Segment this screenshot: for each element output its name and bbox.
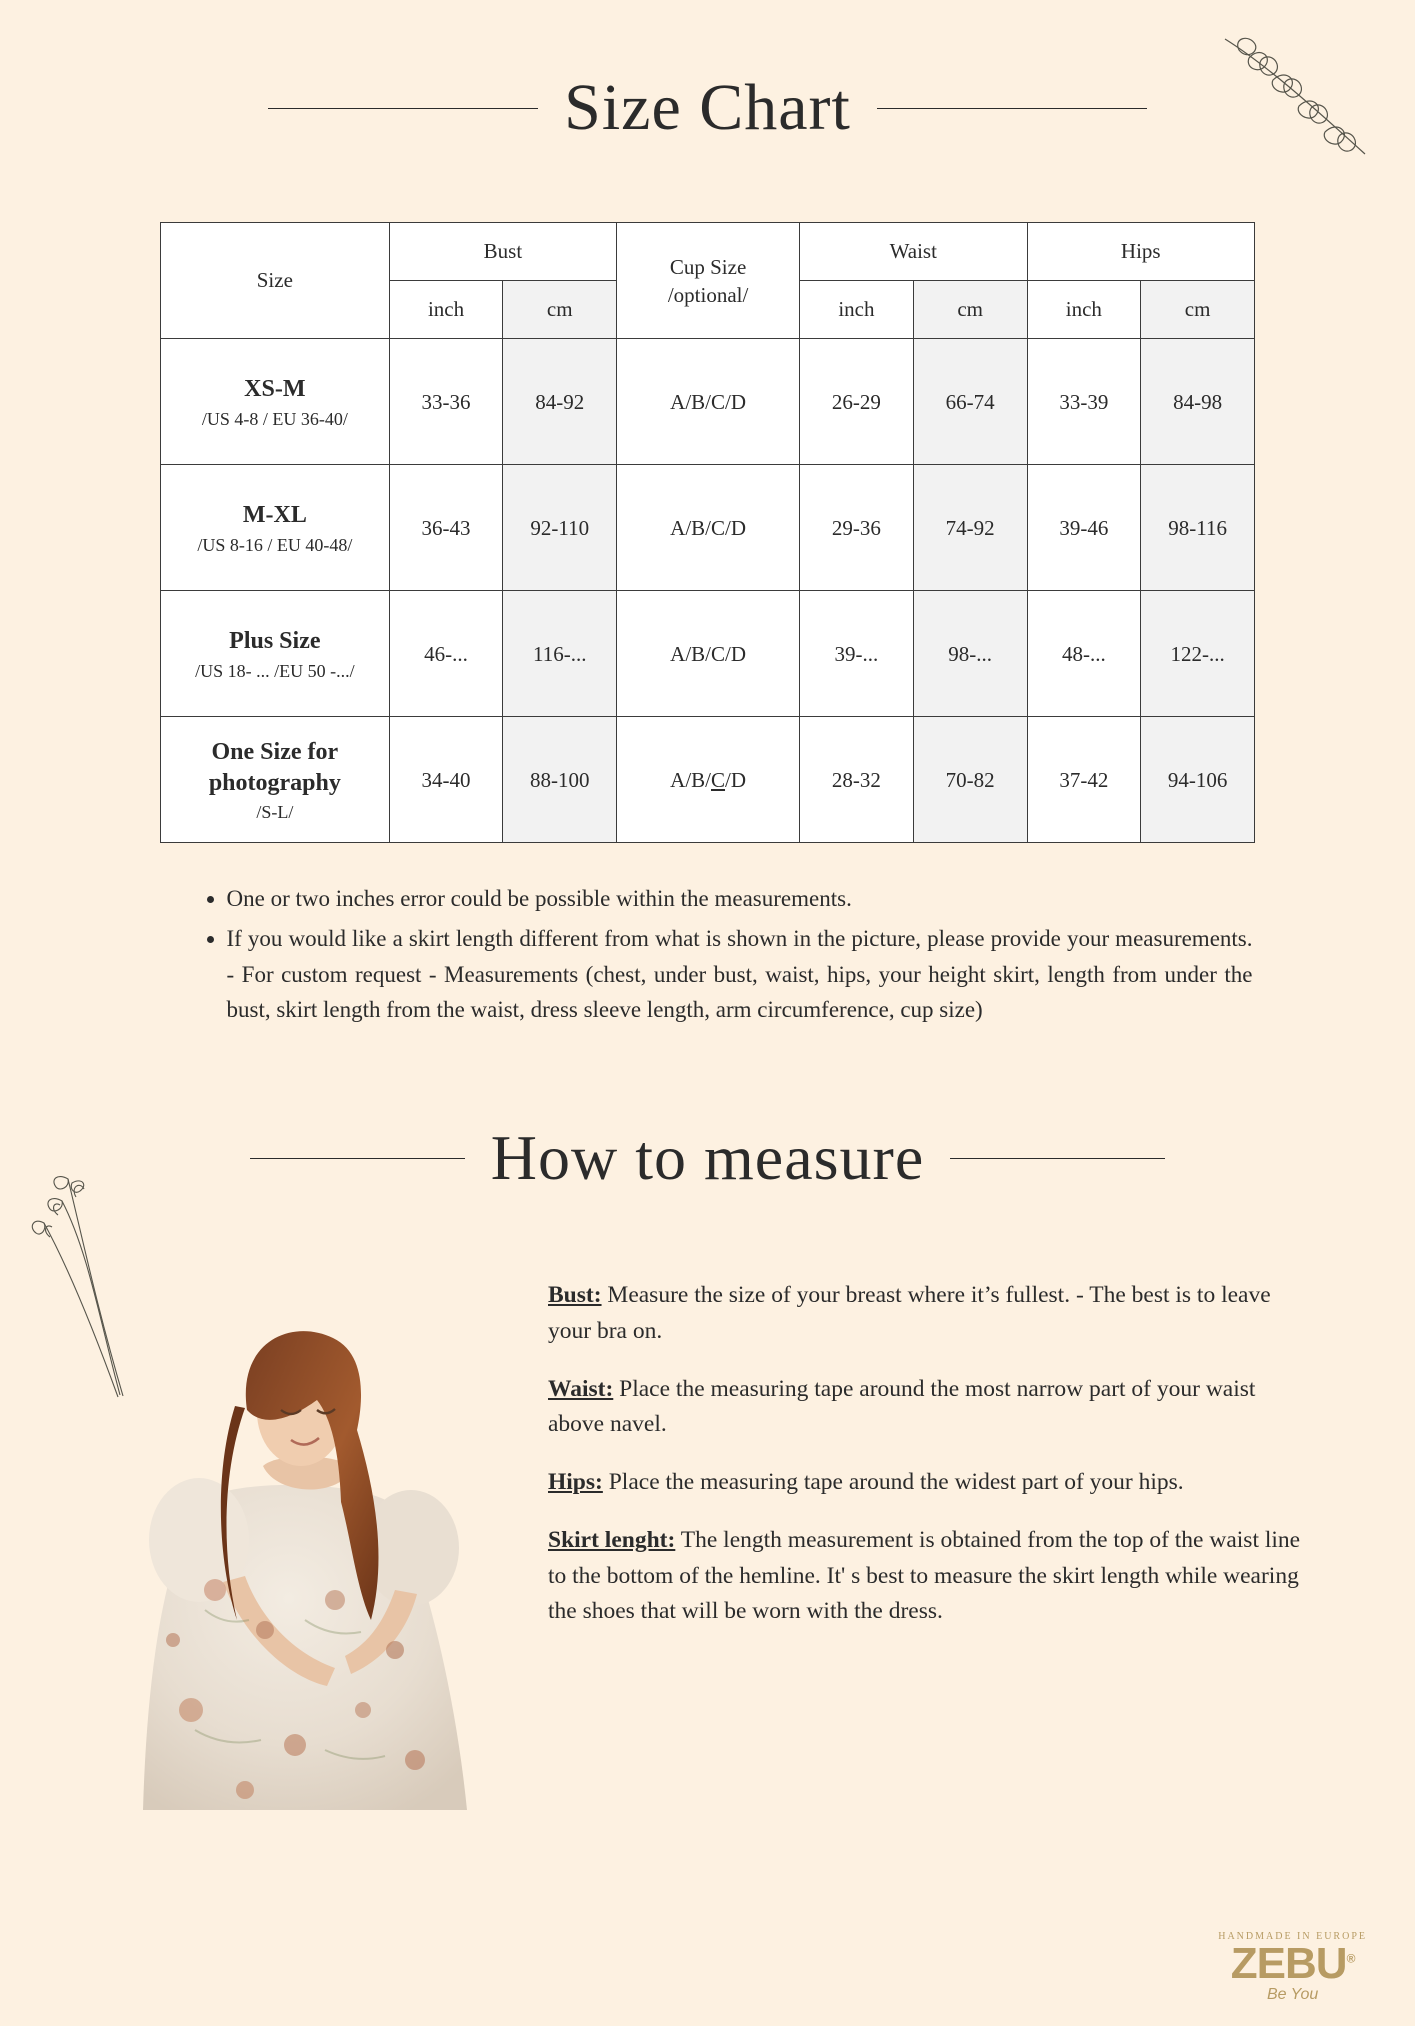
cell-cup: A/B/C/D	[617, 339, 800, 465]
header-waist: Waist	[800, 223, 1027, 281]
cell-hips-cm: 122-...	[1141, 591, 1255, 717]
leaf-branch-icon	[1215, 34, 1375, 164]
logo-text: ZEBU	[1230, 1939, 1347, 1989]
header-waist-inch: inch	[800, 281, 914, 339]
cell-waist-inch: 28-32	[800, 717, 914, 843]
cell-hips-inch: 33-39	[1027, 339, 1141, 465]
size-name: M-XL	[242, 502, 307, 529]
header-cup-size	[617, 223, 800, 339]
cell-waist-cm: 98-...	[913, 591, 1027, 717]
cell-waist-inch: 26-29	[800, 339, 914, 465]
row-size-label	[161, 717, 390, 843]
measure-label-bust: Bust:	[548, 1282, 602, 1309]
measure-text-hips: Place the measuring tape around the widest part of your hips.	[602, 1469, 1184, 1496]
cell-cup: A/B/C/D	[617, 717, 800, 843]
header-bust-cm: cm	[503, 281, 617, 339]
measure-label-hips: Hips:	[548, 1469, 603, 1496]
how-to-measure-section	[0, 1270, 1415, 1810]
how-to-measure-title-row	[0, 1068, 1415, 1248]
logo-tagline: HANDMADE IN EUROPE	[1218, 1931, 1367, 1943]
page-title-row	[0, 26, 1415, 190]
measure-text-skirt: The length measurement is obtained from the top of the waist line to the bottom of the hemline. It' s best to measure the skirt length while wearing the shoes that will be worn with the dress.	[548, 1526, 1301, 1625]
size-name: One Size for photography	[208, 738, 341, 796]
cell-hips-cm: 98-116	[1141, 465, 1255, 591]
measure-label-skirt: Skirt lenght:	[548, 1526, 676, 1553]
table-row	[161, 591, 1255, 717]
header-waist-cm: cm	[913, 281, 1027, 339]
row-size-label	[161, 339, 390, 465]
cell-bust-inch: 34-40	[389, 717, 503, 843]
model-photo	[95, 1290, 515, 1810]
header-cup-line1: Cup Size	[669, 254, 747, 279]
notes-section	[163, 881, 1253, 1028]
logo-slogan: Be You	[1266, 1986, 1319, 2003]
cell-hips-cm: 84-98	[1141, 339, 1255, 465]
cell-bust-inch: 46-...	[389, 591, 503, 717]
measure-text-waist: Place the measuring tape around the most narrow part of your waist above navel.	[548, 1375, 1256, 1438]
cell-hips-inch: 48-...	[1027, 591, 1141, 717]
notes-list	[197, 881, 1253, 1028]
header-hips: Hips	[1027, 223, 1255, 281]
table-row	[161, 339, 1255, 465]
header-bust: Bust	[389, 223, 616, 281]
cell-bust-inch: 36-43	[389, 465, 503, 591]
header-hips-cm: cm	[1141, 281, 1255, 339]
measure-item-hips	[548, 1465, 1308, 1501]
measure-item-waist	[548, 1372, 1308, 1443]
model-illustration	[95, 1290, 515, 1810]
size-name: XS-M	[244, 376, 306, 403]
size-sub: /US 8-16 / EU 40-48/	[197, 534, 353, 555]
cell-bust-cm: 88-100	[503, 717, 617, 843]
header-cup-line2: /optional/	[667, 282, 749, 307]
size-chart-table-wrap	[160, 222, 1255, 843]
size-sub: /US 4-8 / EU 36-40/	[201, 408, 348, 429]
header-hips-inch: inch	[1027, 281, 1141, 339]
cup-underline: C	[711, 767, 726, 792]
size-sub: /S-L/	[256, 802, 294, 823]
table-header-row-1	[161, 223, 1255, 281]
size-chart-table	[160, 222, 1255, 843]
cell-bust-inch: 33-36	[389, 339, 503, 465]
logo-wordmark	[1218, 1939, 1367, 1989]
cell-cup: A/B/C/D	[617, 591, 800, 717]
cell-waist-cm: 66-74	[913, 339, 1027, 465]
cell-bust-cm: 116-...	[503, 591, 617, 717]
cell-waist-inch: 39-...	[800, 591, 914, 717]
cell-waist-inch: 29-36	[800, 465, 914, 591]
cell-waist-cm: 70-82	[913, 717, 1027, 843]
measure-rule-left	[250, 1158, 465, 1159]
brand-logo	[1218, 1931, 1367, 2004]
header-bust-inch: inch	[389, 281, 503, 339]
logo-registered: ®	[1346, 1951, 1355, 1966]
page-title: Size Chart	[564, 71, 851, 145]
cell-cup: A/B/C/D	[617, 465, 800, 591]
cell-hips-inch: 39-46	[1027, 465, 1141, 591]
size-sub: /US 18- ... /EU 50 -.../	[195, 660, 355, 681]
table-row	[161, 717, 1255, 843]
cell-bust-cm: 92-110	[503, 465, 617, 591]
size-name: Plus Size	[229, 628, 321, 655]
list-item: • One or two inches error could be possible within the measurements.	[227, 881, 1253, 917]
cell-hips-inch: 37-42	[1027, 717, 1141, 843]
cell-hips-cm: 94-106	[1141, 717, 1255, 843]
measure-rule-right	[950, 1158, 1165, 1159]
measure-instructions	[548, 1278, 1308, 1652]
title-rule-right	[877, 108, 1147, 109]
measure-item-skirt	[548, 1523, 1308, 1630]
measure-item-bust	[548, 1278, 1308, 1349]
header-size: Size	[161, 223, 390, 339]
measure-text-bust: Measure the size of your breast where it’s fullest. - The best is to leave your bra on.	[548, 1282, 1271, 1344]
cell-bust-cm: 84-92	[503, 339, 617, 465]
cell-waist-cm: 74-92	[913, 465, 1027, 591]
list-item: • If you would like a skirt length different from what is shown in the picture, please provide your measurements. - For custom request - Measurements (chest, under bust, waist, hips, your height skirt, length from under the bust, skirt length from the waist, dress sleeve length, arm circumference, cup size)	[227, 921, 1253, 1028]
row-size-label	[161, 465, 390, 591]
row-size-label	[161, 591, 390, 717]
table-row	[161, 465, 1255, 591]
how-to-measure-title: How to measure	[490, 1122, 925, 1194]
title-rule-left	[268, 108, 538, 109]
measure-label-waist: Waist:	[548, 1375, 614, 1402]
